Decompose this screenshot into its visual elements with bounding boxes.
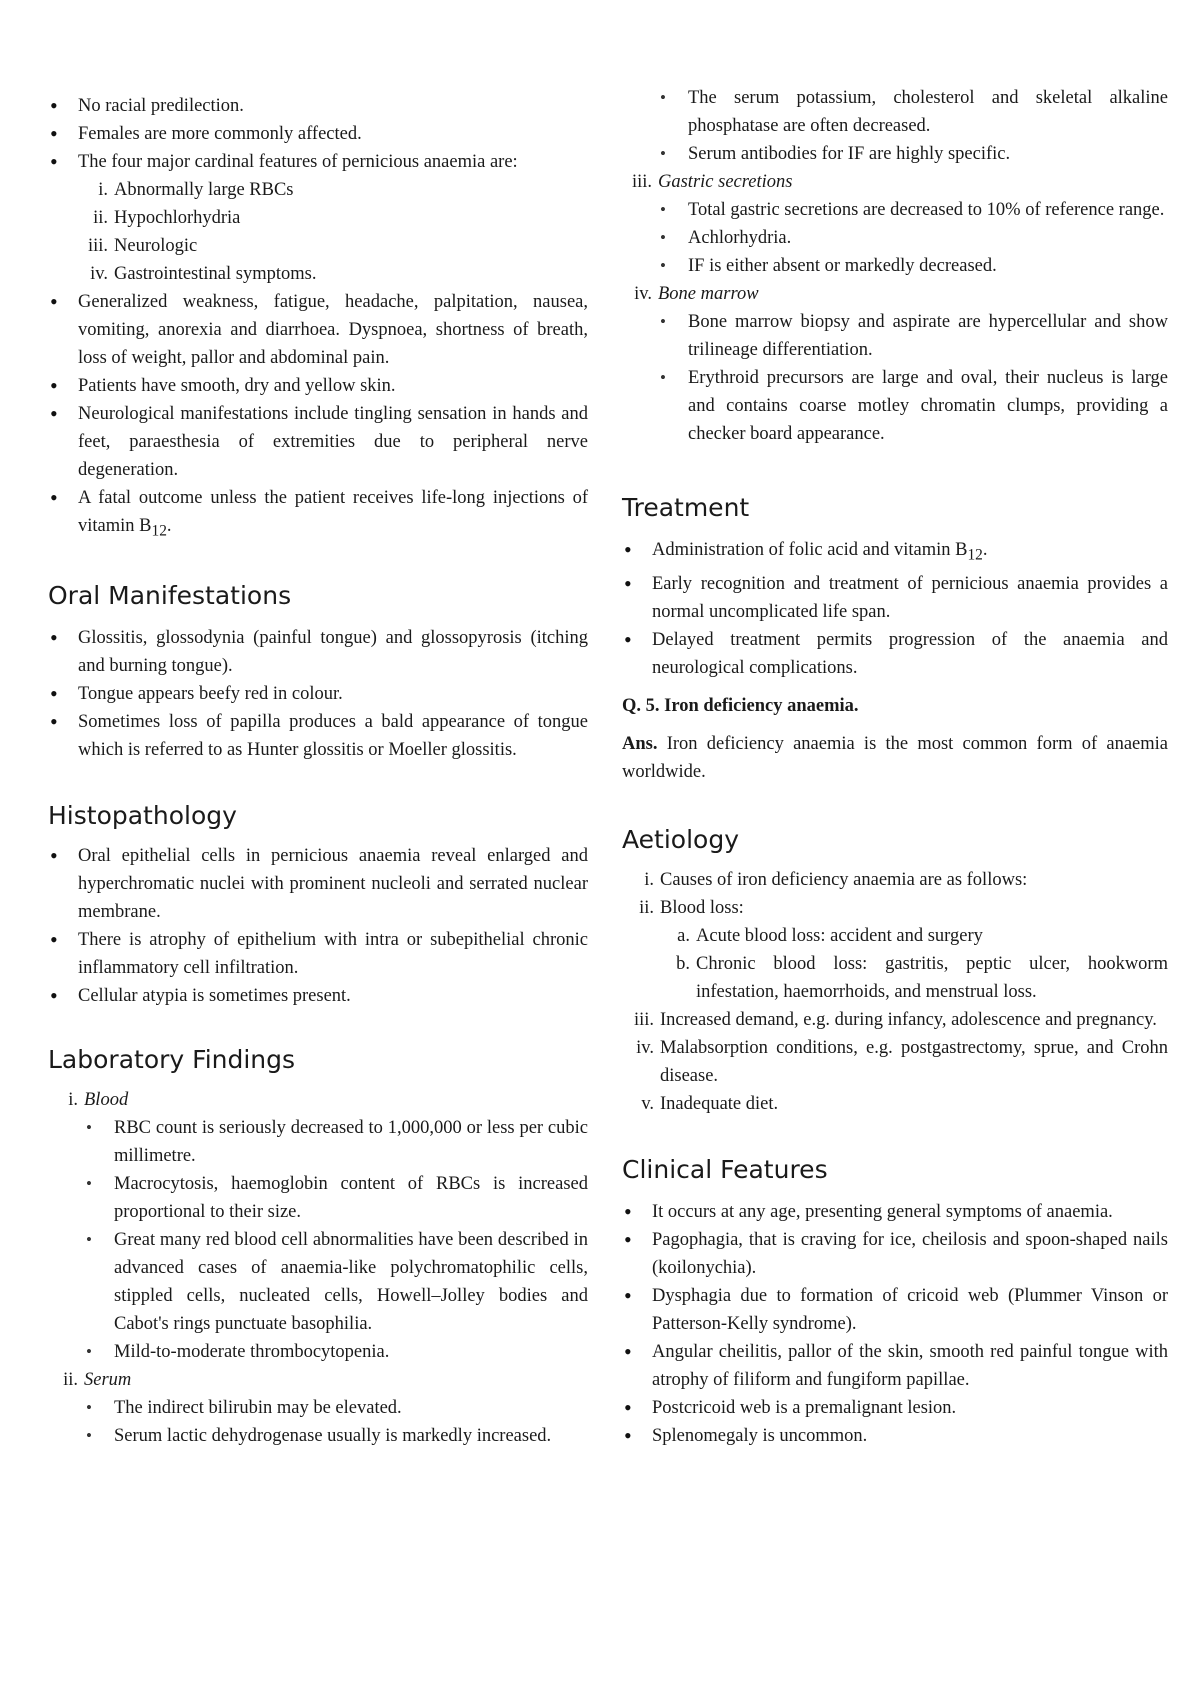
list-item: • No racial predilection. [48, 92, 588, 120]
section-heading-histo: Histopathology [48, 800, 237, 830]
list-item: • Tongue appears beefy red in colour. [48, 680, 588, 708]
section-heading-clinical: Clinical Features [622, 1154, 828, 1184]
list-item [78, 204, 588, 232]
item-text: Neurologic [114, 236, 198, 256]
list-item [78, 260, 588, 288]
list-item: • IF is either absent or markedly decreased. [658, 252, 1168, 280]
list-item: • Macrocytosis, haemoglobin content of RBCs is increased proportional to their size. [84, 1170, 588, 1226]
list-item: • It occurs at any age, presenting general symptoms of anaemia. [622, 1198, 1168, 1226]
item-number: ii. [639, 897, 654, 918]
list-item: • Erythroid precursors are large and oval, their nucleus is large and contains coarse motley chromatin clumps, providing a checker board appearance. [658, 364, 1168, 448]
item-number: iv. [636, 1037, 654, 1058]
item-text: Abnormally large RBCs [114, 180, 294, 200]
list-item: • Achlorhydria. [658, 224, 1168, 252]
treatment-bullet-list [622, 536, 1168, 682]
item-number: i. [68, 1089, 78, 1110]
answer-text: Iron deficiency anaemia is the most common form of anaemia worldwide. [622, 733, 1169, 782]
item-number: a. [677, 925, 690, 946]
answer-label: Ans. [622, 733, 658, 754]
item-number: ii. [93, 208, 108, 228]
histo-bullet-list [48, 842, 588, 1010]
list-item: • Serum lactic dehydrogenase usually is markedly increased. [84, 1422, 588, 1450]
item-number: iv. [90, 264, 108, 284]
item-number: b. [676, 953, 690, 974]
list-item [660, 922, 1168, 950]
subscript: 12 [967, 546, 983, 564]
item-number: ii. [63, 1369, 78, 1390]
list-item: • Serum antibodies for IF are highly specific. [658, 140, 1168, 168]
subsection-label-blood: Blood [84, 1089, 129, 1110]
list-item: • Neurological manifestations include tingling sensation in hands and feet, paraesthesia of extremities due to peripheral nerve degeneration. [48, 400, 588, 484]
list-item: • Splenomegaly is uncommon. [622, 1422, 1168, 1450]
lab-findings-continued-list [622, 168, 1168, 448]
list-item: • Total gastric secretions are decreased to 10% of reference range. [658, 196, 1168, 224]
item-text: Hypochlorhydria [114, 208, 241, 228]
list-item: • Glossitis, glossodynia (painful tongue) and glossopyrosis (itching and burning tongue). [48, 624, 588, 680]
item-number: iii. [633, 1009, 654, 1030]
item-text: Administration of folic acid and vitamin B [652, 540, 968, 560]
list-item [622, 1034, 1168, 1090]
list-item: • Females are more commonly affected. [48, 120, 588, 148]
marrow-bullet-list [658, 308, 1168, 448]
item-number: i. [98, 180, 108, 200]
subsection-label-serum: Serum [84, 1369, 132, 1390]
blood-bullet-list [84, 1114, 588, 1366]
item-number: iii. [87, 236, 108, 256]
list-item [622, 168, 1168, 280]
section-heading-oral: Oral Manifestations [48, 580, 292, 610]
list-item: • Early recognition and treatment of pernicious anaemia provides a normal uncomplicated life span. [622, 570, 1168, 626]
aetiology-list [622, 866, 1168, 1118]
question-title: Q. 5. Iron deficiency anaemia. [622, 695, 859, 716]
list-item: • The serum potassium, cholesterol and skeletal alkaline phosphatase are often decreased. [658, 84, 1168, 140]
item-number: iii. [631, 172, 652, 192]
item-number: i. [644, 869, 654, 890]
item-number: iv. [634, 284, 652, 304]
cardinal-features-list [78, 176, 588, 288]
item-end: . [982, 540, 988, 560]
section-heading-aetiology: Aetiology [622, 824, 739, 854]
item-text: Blood loss: [660, 897, 744, 918]
gastric-bullet-list [658, 196, 1168, 280]
list-item [622, 866, 1168, 894]
list-item [48, 1366, 588, 1450]
list-item [660, 950, 1168, 1006]
item-text: Malabsorption conditions, e.g. postgastrectomy, sprue, and Crohn disease. [660, 1037, 1168, 1086]
list-item [48, 1086, 588, 1366]
list-item [48, 484, 588, 546]
serum-continued-list [658, 84, 1168, 168]
list-item: • The four major cardinal features of pernicious anaemia are: [48, 148, 588, 176]
item-text: Acute blood loss: accident and surgery [696, 925, 983, 946]
list-item: • Postcricoid web is a premalignant lesion. [622, 1394, 1168, 1422]
list-item: • Bone marrow biopsy and aspirate are hypercellular and show trilineage differentiation. [658, 308, 1168, 364]
item-text: Chronic blood loss: gastritis, peptic ulcer, hookworm infestation, haemorrhoids, and menstrual loss. [696, 953, 1168, 1002]
intro-bullet-list [48, 92, 588, 176]
list-item: • Sometimes loss of papilla produces a bald appearance of tongue which is referred to as Hunter glossitis or Moeller glossitis. [48, 708, 588, 764]
list-item [78, 176, 588, 204]
list-item: • Oral epithelial cells in pernicious anaemia reveal enlarged and hyperchromatic nuclei with prominent nucleoli and serrated nuclear membrane. [48, 842, 588, 926]
subsection-label-gastric: Gastric secretions [658, 172, 793, 192]
section-heading-lab: Laboratory Findings [48, 1044, 296, 1074]
item-text: Inadequate diet. [660, 1093, 779, 1114]
item-number: v. [641, 1093, 654, 1114]
item-end: . [166, 516, 172, 536]
list-item [78, 232, 588, 260]
list-item [622, 1090, 1168, 1118]
item-text: A fatal outcome unless the patient receives life-long injections of vitamin B [78, 488, 588, 536]
section-heading-treatment: Treatment [622, 493, 750, 522]
list-item: • Delayed treatment permits progression of the anaemia and neurological complications. [622, 626, 1168, 682]
list-item [622, 536, 1168, 570]
oral-bullet-list [48, 624, 588, 764]
blood-loss-list [660, 922, 1168, 1006]
list-item: • Great many red blood cell abnormalities have been described in advanced cases of anaemia-like polychromatophilic cells, stippled cells, nucleated cells, Howell–Jolley bodies and Cabot's rings punctuate basophilia. [84, 1226, 588, 1338]
list-item: • Angular cheilitis, pallor of the skin, smooth red painful tongue with atrophy of filiform and fungiform papillae. [622, 1338, 1168, 1394]
list-item: • Mild-to-moderate thrombocytopenia. [84, 1338, 588, 1366]
answer-paragraph [622, 730, 1168, 786]
lab-findings-list [48, 1086, 588, 1450]
list-item [622, 1006, 1168, 1034]
item-text: Causes of iron deficiency anaemia are as follows: [660, 869, 1028, 890]
list-item [622, 894, 1168, 1006]
subsection-label-marrow: Bone marrow [658, 284, 759, 304]
list-item: • Dysphagia due to formation of cricoid web (Plummer Vinson or Patterson-Kelly syndrome). [622, 1282, 1168, 1338]
list-item: • Generalized weakness, fatigue, headache, palpitation, nausea, vomiting, anorexia and diarrhoea. Dyspnoea, shortness of breath, loss of weight, pallor and abdominal pain. [48, 288, 588, 372]
symptom-bullet-list [48, 288, 588, 546]
list-item: • RBC count is seriously decreased to 1,000,000 or less per cubic millimetre. [84, 1114, 588, 1170]
list-item: • There is atrophy of epithelium with intra or subepithelial chronic inflammatory cell infiltration. [48, 926, 588, 982]
subscript: 12 [151, 522, 167, 540]
right-column [622, 0, 1168, 1450]
list-item: • Patients have smooth, dry and yellow skin. [48, 372, 588, 400]
item-text: Gastrointestinal symptoms. [114, 264, 317, 284]
list-item: • The indirect bilirubin may be elevated. [84, 1394, 588, 1422]
serum-bullet-list [84, 1394, 588, 1450]
list-item: • Pagophagia, that is craving for ice, cheilosis and spoon-shaped nails (koilonychia). [622, 1226, 1168, 1282]
list-item: • Cellular atypia is sometimes present. [48, 982, 588, 1010]
clinical-bullet-list [622, 1198, 1168, 1450]
left-column [48, 0, 588, 1450]
list-item [622, 280, 1168, 448]
item-text: Increased demand, e.g. during infancy, adolescence and pregnancy. [660, 1009, 1157, 1030]
